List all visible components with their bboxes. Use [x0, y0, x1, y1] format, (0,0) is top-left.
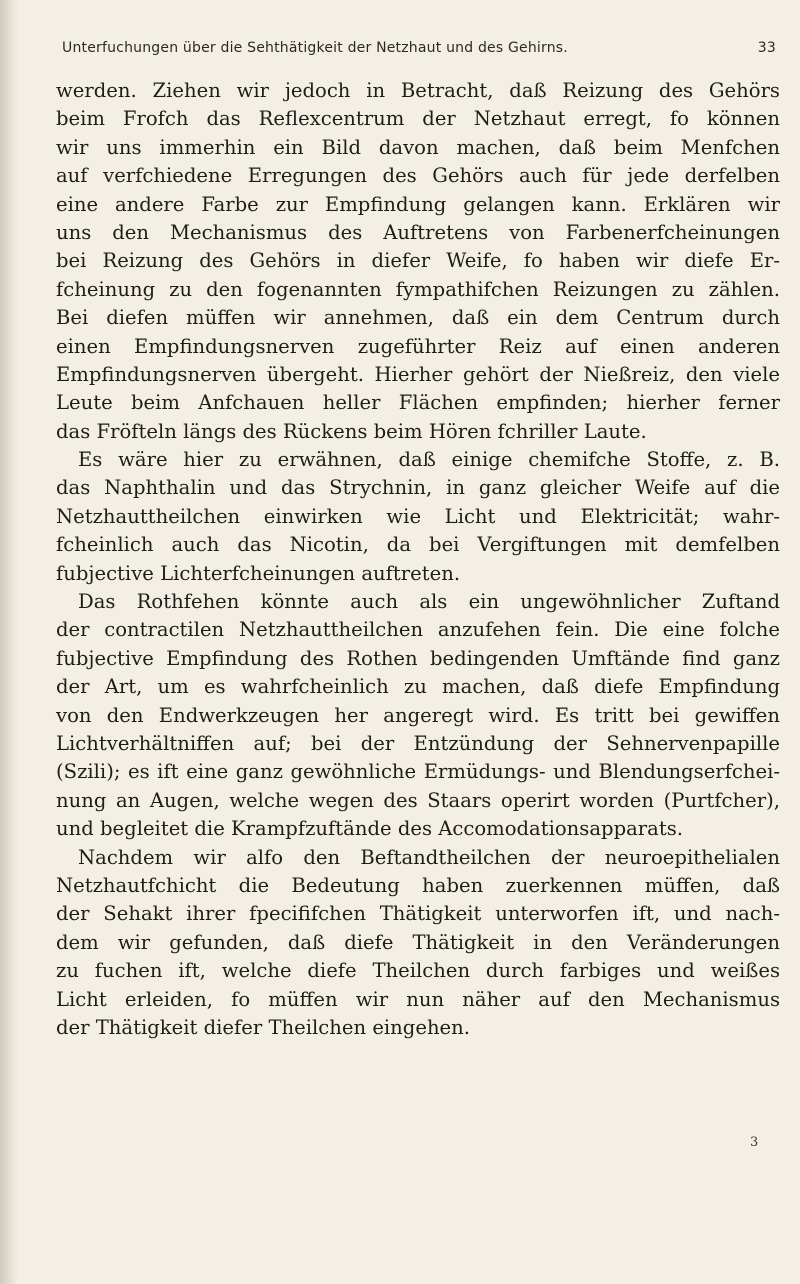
- text-line: der contractilen Netzhauttheilchen anzufehen fein. Die eine folche: [56, 618, 780, 642]
- text-line: (Szili); es ift eine ganz gewöhnliche Ermüdungs- und Blendungserfchei-: [56, 760, 780, 784]
- text-line: Licht erleiden, fo müffen wir nun näher auf den Mechanismus: [56, 987, 780, 1011]
- text-line: dem wir gefunden, daß diefe Thätigkeit in den Veränderungen: [56, 930, 780, 954]
- text-line: Nachdem wir alfo den Beftandtheilchen der neuroepithelialen: [78, 845, 780, 869]
- text-line: der Thätigkeit diefer Theilchen eingehen.: [56, 1015, 471, 1039]
- text-line: Es wäre hier zu erwähnen, daß einige chemifche Stoffe, z. B.: [78, 448, 780, 472]
- text-line: fcheinung zu den fogenannten fympathifchen Reizungen zu zählen.: [56, 277, 780, 301]
- text-line: nung an Augen, welche wegen des Staars operirt worden (Purtfcher),: [56, 788, 780, 812]
- text-line: Lichtverhältniffen auf; bei der Entzündung der Sehnervenpapille: [56, 731, 780, 755]
- text-line: zu fuchen ift, welche diefe Theilchen durch farbiges und weißes: [56, 959, 780, 983]
- text-line: der Art, um es wahrfcheinlich zu machen, daß diefe Empfindung: [56, 675, 780, 699]
- text-line: Bei diefen müffen wir annehmen, daß ein dem Centrum durch: [56, 306, 780, 330]
- text-line: uns den Mechanismus des Auftretens von Farbenerfcheinungen: [56, 220, 780, 244]
- text-line: auf verfchiedene Erregungen des Gehörs auch für jede derfelben: [56, 164, 780, 188]
- text-line: werden. Ziehen wir jedoch in Betracht, daß Reizung des Gehörs: [56, 79, 780, 102]
- text-line: eine andere Farbe zur Empfindung gelangen kann. Erklären wir: [56, 192, 780, 216]
- text-line: Netzhautfchicht die Bedeutung haben zuerkennen müffen, daß: [56, 873, 780, 897]
- text-line: Empfindungsnerven übergeht. Hierher gehört der Nießreiz, den viele: [56, 362, 780, 386]
- running-head-title: Unterfuchungen über die Sehthätigkeit der Netzhaut und des Gehirns.: [62, 40, 568, 56]
- text-line: bei Reizung des Gehörs in diefer Weife, fo haben wir diefe Er-: [56, 249, 780, 273]
- text-line: von den Endwerkzeugen her angeregt wird. Es tritt bei gewiffen: [56, 703, 780, 727]
- running-head: [62, 40, 776, 62]
- text-line: fcheinlich auch das Nicotin, da bei Vergiftungen mit demfelben: [56, 533, 780, 557]
- signature-mark: 3: [750, 1135, 759, 1150]
- text-line: das Fröfteln längs des Rückens beim Hören fchriller Laute.: [56, 419, 647, 443]
- text-line: Netzhauttheilchen einwirken wie Licht und Elektricität; wahr-: [56, 504, 780, 528]
- text-line: fubjective Lichterfcheinungen auftreten.: [56, 561, 461, 585]
- text-line: Leute beim Anfchauen heller Flächen empfinden; hierher ferner: [56, 391, 780, 415]
- text-line: das Naphthalin und das Strychnin, in ganz gleicher Weife auf die: [56, 476, 780, 500]
- text-line: beim Frofch das Reflexcentrum der Netzhaut erregt, fo können: [56, 107, 780, 131]
- page-number: 33: [757, 40, 776, 56]
- text-line: und begleitet die Krampfzuftände des Accomodationsapparats.: [56, 817, 683, 841]
- text-line: fubjective Empfindung des Rothen bedingenden Umftände find ganz: [56, 646, 780, 670]
- text-line: wir uns immerhin ein Bild davon machen, daß beim Menfchen: [56, 135, 780, 159]
- text-line: einen Empfindungsnerven zugeführter Reiz auf einen anderen: [56, 334, 780, 358]
- text-line: der Sehakt ihrer fpecififchen Thätigkeit unterworfen ift, und nach-: [56, 902, 780, 926]
- page-gutter-shadow: [0, 0, 18, 1284]
- body-text: [56, 77, 780, 1042]
- text-line: Das Rothfehen könnte auch als ein ungewöhnlicher Zuftand: [78, 590, 780, 614]
